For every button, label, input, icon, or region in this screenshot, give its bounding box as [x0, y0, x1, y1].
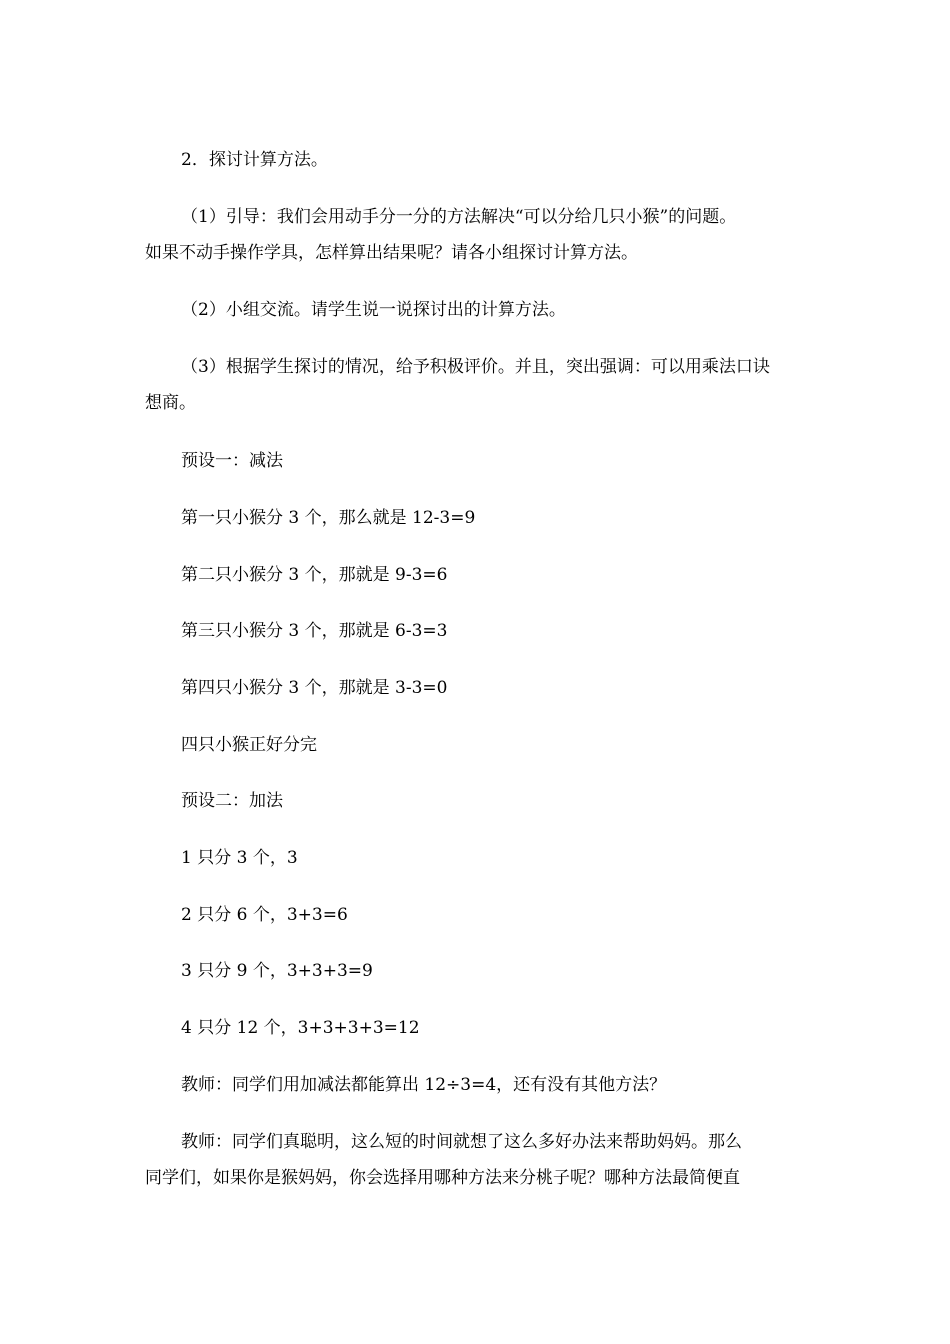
subtraction-step-3: 第三只小猴分 3 个，那就是 6-3=3	[181, 621, 448, 641]
teacher-praise-line2: 同学们，如果你是猴妈妈，你会选择用哪种方法来分桃子呢？哪种方法最简便直	[145, 1168, 740, 1188]
addition-step-3: 3 只分 9 个，3+3+3=9	[181, 961, 373, 981]
teacher-question: 教师：同学们用加减法都能算出 12÷3=4，还有没有其他方法？	[181, 1075, 667, 1095]
subtraction-conclusion: 四只小猴正好分完	[181, 735, 317, 755]
addition-step-1: 1 只分 3 个，3	[181, 848, 298, 868]
subtraction-step-2: 第二只小猴分 3 个，那就是 9-3=6	[181, 565, 448, 585]
preset-two-heading: 预设二：加法	[181, 791, 283, 811]
paragraph-group-exchange: （2）小组交流。请学生说一说探讨出的计算方法。	[181, 300, 566, 320]
subtraction-step-4: 第四只小猴分 3 个，那就是 3-3=0	[181, 678, 448, 698]
paragraph-guide-line2: 如果不动手操作学具，怎样算出结果呢？请各小组探讨计算方法。	[145, 243, 638, 263]
subtraction-step-1: 第一只小猴分 3 个，那么就是 12-3=9	[181, 508, 476, 528]
section-heading: 2．探讨计算方法。	[181, 150, 328, 170]
paragraph-guide-line1: （1）引导：我们会用动手分一分的方法解决“可以分给几只小猴”的问题。	[181, 207, 737, 227]
addition-step-4: 4 只分 12 个，3+3+3+3=12	[181, 1018, 420, 1038]
paragraph-evaluation-line1: （3）根据学生探讨的情况，给予积极评价。并且，突出强调：可以用乘法口诀	[181, 357, 770, 377]
preset-one-heading: 预设一：减法	[181, 451, 283, 471]
addition-step-2: 2 只分 6 个，3+3=6	[181, 905, 348, 925]
paragraph-evaluation-line2: 想商。	[145, 393, 196, 413]
teacher-praise-line1: 教师：同学们真聪明，这么短的时间就想了这么多好办法来帮助妈妈。那么	[181, 1132, 742, 1152]
